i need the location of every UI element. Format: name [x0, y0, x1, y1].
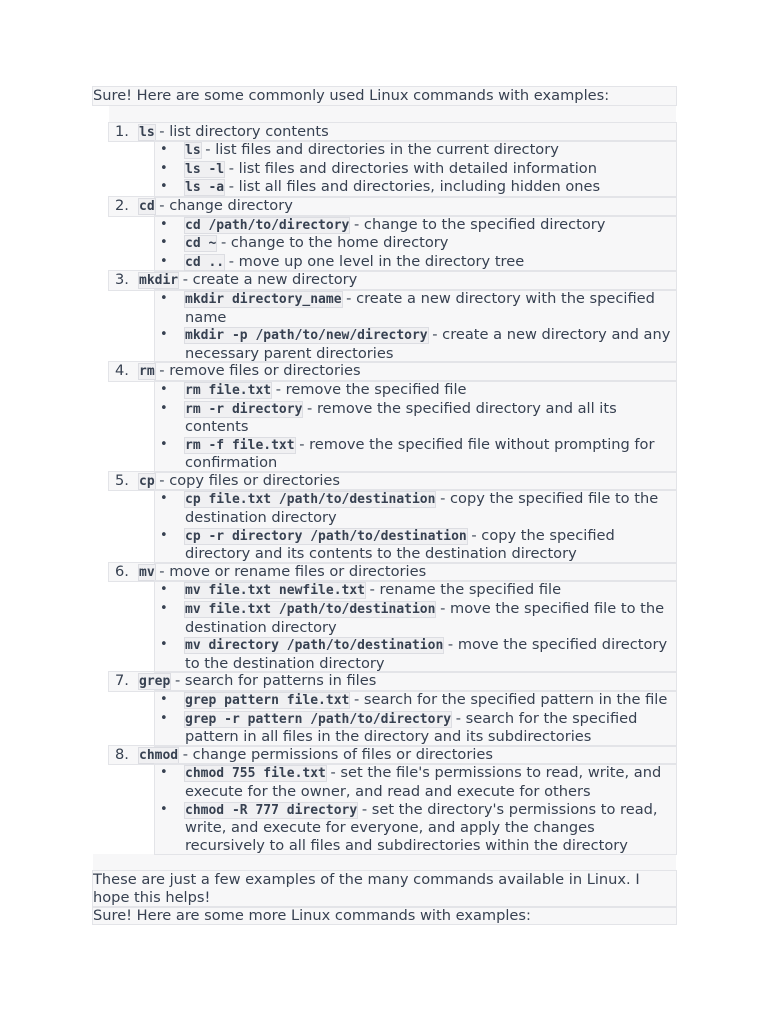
example-command: chmod 755 file.txt: [185, 766, 326, 782]
example-command: mv file.txt /path/to/destination: [185, 602, 436, 618]
command-item-cd: [109, 197, 676, 271]
bullet-icon: •: [160, 235, 168, 251]
bullet-icon: •: [160, 436, 168, 452]
example-description: - set the file's permissions to read, write, and execute for the owner, and read and execute for others: [185, 764, 662, 800]
example-description: - remove the specified file without prompting for confirmation: [185, 435, 655, 472]
example-description: - search for the specified pattern in all files in the directory and its subdirectories: [185, 709, 638, 746]
list-number: 1.: [115, 122, 129, 140]
command-heading: [109, 123, 676, 142]
example-description: - rename the specified file: [365, 581, 562, 599]
example-item: [155, 436, 676, 472]
example-description: - copy the specified directory and its contents to the destination directory: [185, 526, 615, 563]
bullet-icon: •: [160, 327, 168, 343]
example-description: - create a new directory and any necessary parent directories: [185, 326, 671, 362]
follow-up-text: Sure! Here are some more Linux commands with examples:: [93, 907, 676, 925]
example-command: cp -r directory /path/to/destination: [185, 528, 467, 544]
example-command: rm file.txt: [185, 382, 272, 398]
command-item-grep: [109, 672, 676, 745]
example-item: [155, 234, 676, 253]
command-name: chmod: [139, 747, 179, 763]
command-item-chmod: [109, 746, 676, 855]
example-item: [155, 710, 676, 746]
list-number: 7.: [115, 672, 129, 690]
bullet-icon: •: [160, 253, 168, 269]
example-command: cd ~: [185, 236, 217, 252]
examples-list: [155, 216, 676, 272]
examples-list: [155, 764, 676, 854]
example-command: grep pattern file.txt: [185, 693, 350, 708]
example-description: - copy the specified file to the destination directory: [185, 490, 659, 527]
list-number: 5.: [115, 471, 129, 489]
examples-list: [155, 381, 676, 472]
command-heading: [109, 672, 676, 691]
example-item: [155, 290, 676, 326]
command-description: - change permissions of files or directories: [178, 745, 493, 763]
command-description: - copy files or directories: [154, 471, 341, 489]
example-description: - move the specified directory to the destination directory: [185, 636, 668, 672]
command-name: ls: [139, 124, 155, 140]
example-description: - list files and directories with detailed information: [224, 159, 597, 177]
command-heading: [109, 472, 676, 491]
closing-text: These are just a few examples of the many commands available in Linux. I hope this helps!: [93, 871, 676, 906]
example-item: [155, 581, 676, 600]
example-item: [155, 326, 676, 362]
command-heading: [109, 746, 676, 765]
spacer: [93, 854, 676, 871]
list-number: 6.: [115, 562, 129, 580]
bullet-icon: •: [160, 216, 168, 232]
example-description: - change to the home directory: [216, 234, 449, 252]
example-command: cd /path/to/directory: [185, 217, 350, 233]
example-description: - list all files and directories, including hidden ones: [224, 178, 601, 196]
example-item: [155, 636, 676, 672]
example-description: - list files and directories in the current directory: [200, 141, 559, 159]
example-command: chmod -R 777 directory: [185, 802, 358, 818]
list-number: 3.: [115, 271, 129, 289]
command-description: - list directory contents: [154, 122, 329, 140]
examples-list: [155, 290, 676, 362]
command-item-mv: [109, 563, 676, 673]
bullet-icon: •: [160, 765, 168, 781]
bullet-icon: •: [160, 801, 168, 817]
bullet-icon: •: [160, 290, 168, 306]
bullet-icon: •: [160, 142, 168, 158]
example-command: mkdir -p /path/to/new/directory: [185, 328, 428, 344]
example-command: ls -a: [185, 180, 225, 196]
example-description: - move up one level in the directory tree: [224, 252, 525, 270]
bullet-icon: •: [160, 710, 168, 726]
example-command: rm -f file.txt: [185, 437, 295, 453]
bullet-icon: •: [160, 527, 168, 543]
example-description: - search for the specified pattern in the file: [349, 691, 668, 708]
example-description: - create a new directory with the specified name: [185, 289, 655, 326]
example-item: [155, 600, 676, 636]
examples-list: [155, 490, 676, 562]
command-item-cp: [109, 472, 676, 563]
example-command: ls: [185, 143, 201, 159]
command-description: - remove files or directories: [154, 362, 361, 380]
example-item: [155, 253, 676, 272]
command-heading: [109, 197, 676, 216]
bullet-icon: •: [160, 692, 168, 707]
command-item-ls: [109, 123, 676, 197]
example-description: - set the directory's permissions to read, write, and execute for everyone, and apply the changes recursively to all files and subdirectories within the directory: [185, 800, 658, 854]
example-command: cp file.txt /path/to/destination: [185, 492, 436, 508]
command-name: cd: [139, 198, 155, 214]
list-number: 8.: [115, 745, 129, 763]
example-command: rm -r directory: [185, 401, 303, 417]
example-item: [155, 160, 676, 179]
command-description: - change directory: [154, 196, 293, 214]
bullet-icon: •: [160, 637, 168, 653]
list-number: 4.: [115, 362, 129, 380]
example-command: ls -l: [185, 161, 225, 177]
spacer: [109, 105, 676, 123]
bullet-icon: •: [160, 160, 168, 176]
command-name: mv: [139, 564, 155, 580]
example-item: [155, 216, 676, 235]
bullet-icon: •: [160, 491, 168, 507]
example-command: mv directory /path/to/destination: [185, 638, 444, 654]
example-command: grep -r pattern /path/to/directory: [185, 711, 452, 727]
examples-list: [155, 581, 676, 672]
command-item-mkdir: [109, 271, 676, 362]
command-name: cp: [139, 473, 155, 489]
example-item: [155, 691, 676, 710]
intro-text: Sure! Here are some commonly used Linux commands with examples:: [93, 87, 676, 105]
example-item: [155, 764, 676, 800]
command-description: - create a new directory: [178, 271, 358, 289]
example-description: - move the specified file to the destination directory: [185, 600, 665, 636]
example-item: [155, 400, 676, 436]
bullet-icon: •: [160, 582, 168, 598]
examples-list: [155, 141, 676, 197]
list-number: 2.: [115, 196, 129, 214]
command-heading: [109, 563, 676, 582]
bullet-icon: •: [160, 179, 168, 195]
command-description: - search for patterns in files: [170, 672, 377, 690]
example-command: cd ..: [185, 254, 225, 270]
example-item: [155, 527, 676, 563]
example-item: [155, 178, 676, 197]
example-item: [155, 490, 676, 526]
command-heading: [109, 362, 676, 381]
bullet-icon: •: [160, 381, 168, 397]
example-description: - remove the specified directory and all its contents: [185, 399, 617, 436]
example-item: [155, 801, 676, 855]
command-description: - move or rename files or directories: [154, 562, 427, 580]
command-heading: [109, 271, 676, 290]
command-item-rm: [109, 362, 676, 472]
example-item: [155, 141, 676, 160]
example-command: mkdir directory_name: [185, 291, 342, 307]
example-description: - remove the specified file: [271, 380, 467, 398]
command-name: mkdir: [139, 273, 179, 289]
bullet-icon: •: [160, 601, 168, 617]
bullet-icon: •: [160, 400, 168, 416]
example-description: - change to the specified directory: [349, 215, 606, 233]
commands-list: [93, 123, 676, 855]
examples-list: [155, 691, 676, 746]
chat-response: [93, 87, 676, 924]
command-name: rm: [139, 364, 155, 380]
example-command: mv file.txt newfile.txt: [185, 583, 366, 599]
command-name: grep: [139, 674, 171, 690]
example-item: [155, 381, 676, 400]
